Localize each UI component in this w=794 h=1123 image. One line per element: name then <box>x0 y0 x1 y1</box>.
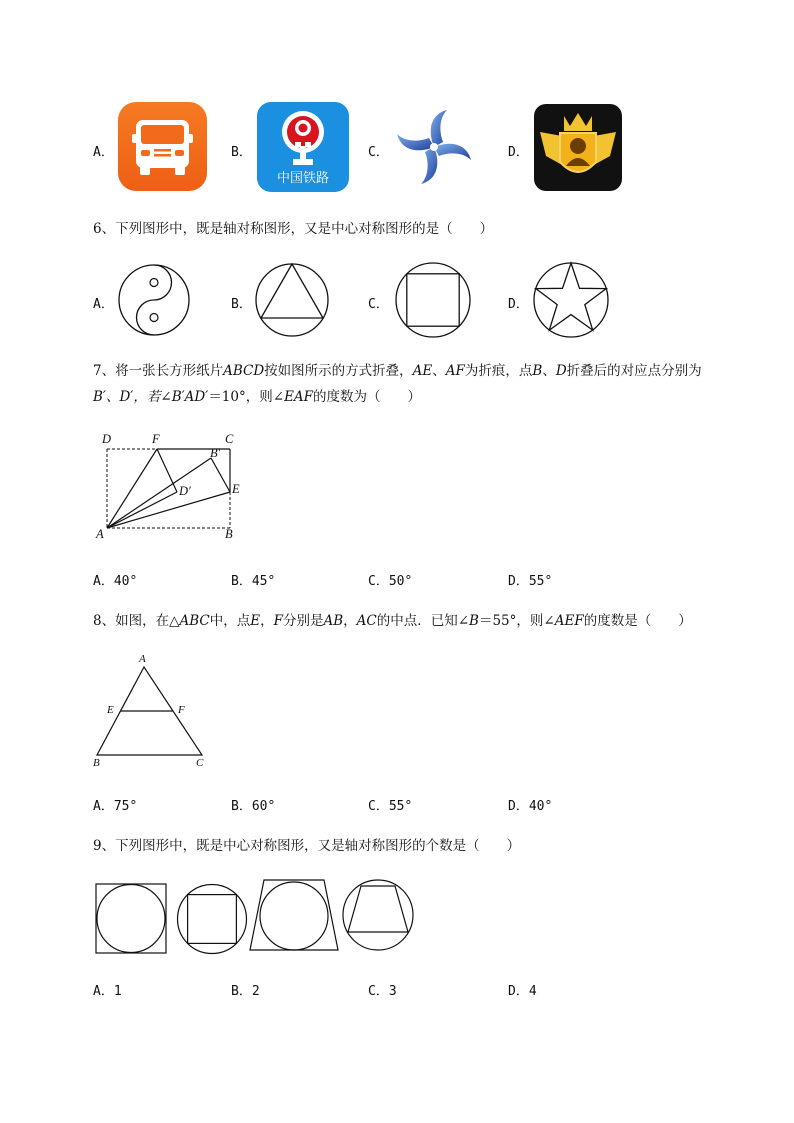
circle-in-square-figure <box>95 883 169 955</box>
circle-in-trapezoid-figure <box>249 878 341 952</box>
q7-label-d-prime: D′ <box>179 484 191 498</box>
q8-option-c: C．55° <box>368 799 413 814</box>
q8-option-a: A．75° <box>93 799 138 814</box>
q8-label-b: B <box>93 757 100 769</box>
q6-option-c-label: C． <box>368 297 389 312</box>
q8-label-c: C <box>196 757 204 769</box>
q7-label-e: E <box>232 482 240 496</box>
q7-stem-line2: B′、D′，若∠B′AD′＝10°，则∠EAF的度数为（ ） <box>93 389 422 405</box>
q9-option-d: D．4 <box>508 984 537 999</box>
gold-badge-app-icon <box>534 104 622 191</box>
q9-stem: 9、下列图形中，既是中心对称图形，又是轴对称图形的个数是（ ） <box>93 838 521 854</box>
q8-option-d: D．40° <box>508 799 553 814</box>
q6-option-a-label: A． <box>93 297 114 312</box>
q9-option-b: B．2 <box>231 984 260 999</box>
q8-stem: 8、如图，在△ABC中，点E，F分别是AB，AC的中点．已知∠B＝55°，则∠AEF的度数是（ ） <box>93 613 692 629</box>
q7-label-c: C <box>225 432 234 446</box>
q9-option-c: C．3 <box>368 984 397 999</box>
q9-option-a: A．1 <box>93 984 122 999</box>
square-in-circle-figure-2 <box>176 883 248 955</box>
railway-logo-text: 中国铁路 <box>276 171 329 186</box>
q6-option-b-label: B． <box>231 297 252 312</box>
q7-stem-line1: 7、将一张长方形纸片ABCD按如图所示的方式折叠，AE、AF为折痕，点B、D折叠后的对应点分别为 <box>93 363 702 379</box>
q6-stem: 6、下列图形中，既是轴对称图形，又是中心对称图形的是（ ） <box>93 221 494 237</box>
yin-yang-figure <box>117 263 191 337</box>
q5-option-d-label: D． <box>508 145 529 160</box>
q8-label-f: F <box>178 704 185 716</box>
q7-label-a: A <box>96 527 104 541</box>
star-in-circle-figure <box>532 261 610 339</box>
q7-option-a: A．40° <box>93 574 138 589</box>
square-in-circle-figure <box>394 261 472 339</box>
trapezoid-in-circle-figure <box>340 878 416 954</box>
q5-option-c-label: C． <box>368 145 389 160</box>
q5-option-a-label: A． <box>93 145 114 160</box>
triangle-in-circle-figure <box>254 262 330 338</box>
china-railway-app-icon <box>257 102 349 192</box>
q7-label-b-prime: B′ <box>210 446 221 460</box>
q7-option-d: D．55° <box>508 574 553 589</box>
q7-option-c: C．50° <box>368 574 413 589</box>
q6-option-d-label: D． <box>508 297 529 312</box>
truck-app-icon <box>118 102 207 191</box>
q7-label-f: F <box>152 432 160 446</box>
q5-option-b-label: B． <box>231 145 252 160</box>
q7-label-d: D <box>102 432 112 446</box>
q8-label-e: E <box>107 704 114 716</box>
q7-option-b: B．45° <box>231 574 276 589</box>
swirl-logo-icon <box>395 108 473 186</box>
q8-option-b: B．60° <box>231 799 276 814</box>
q8-label-a: A <box>139 653 146 665</box>
q7-label-b: B <box>225 527 233 541</box>
